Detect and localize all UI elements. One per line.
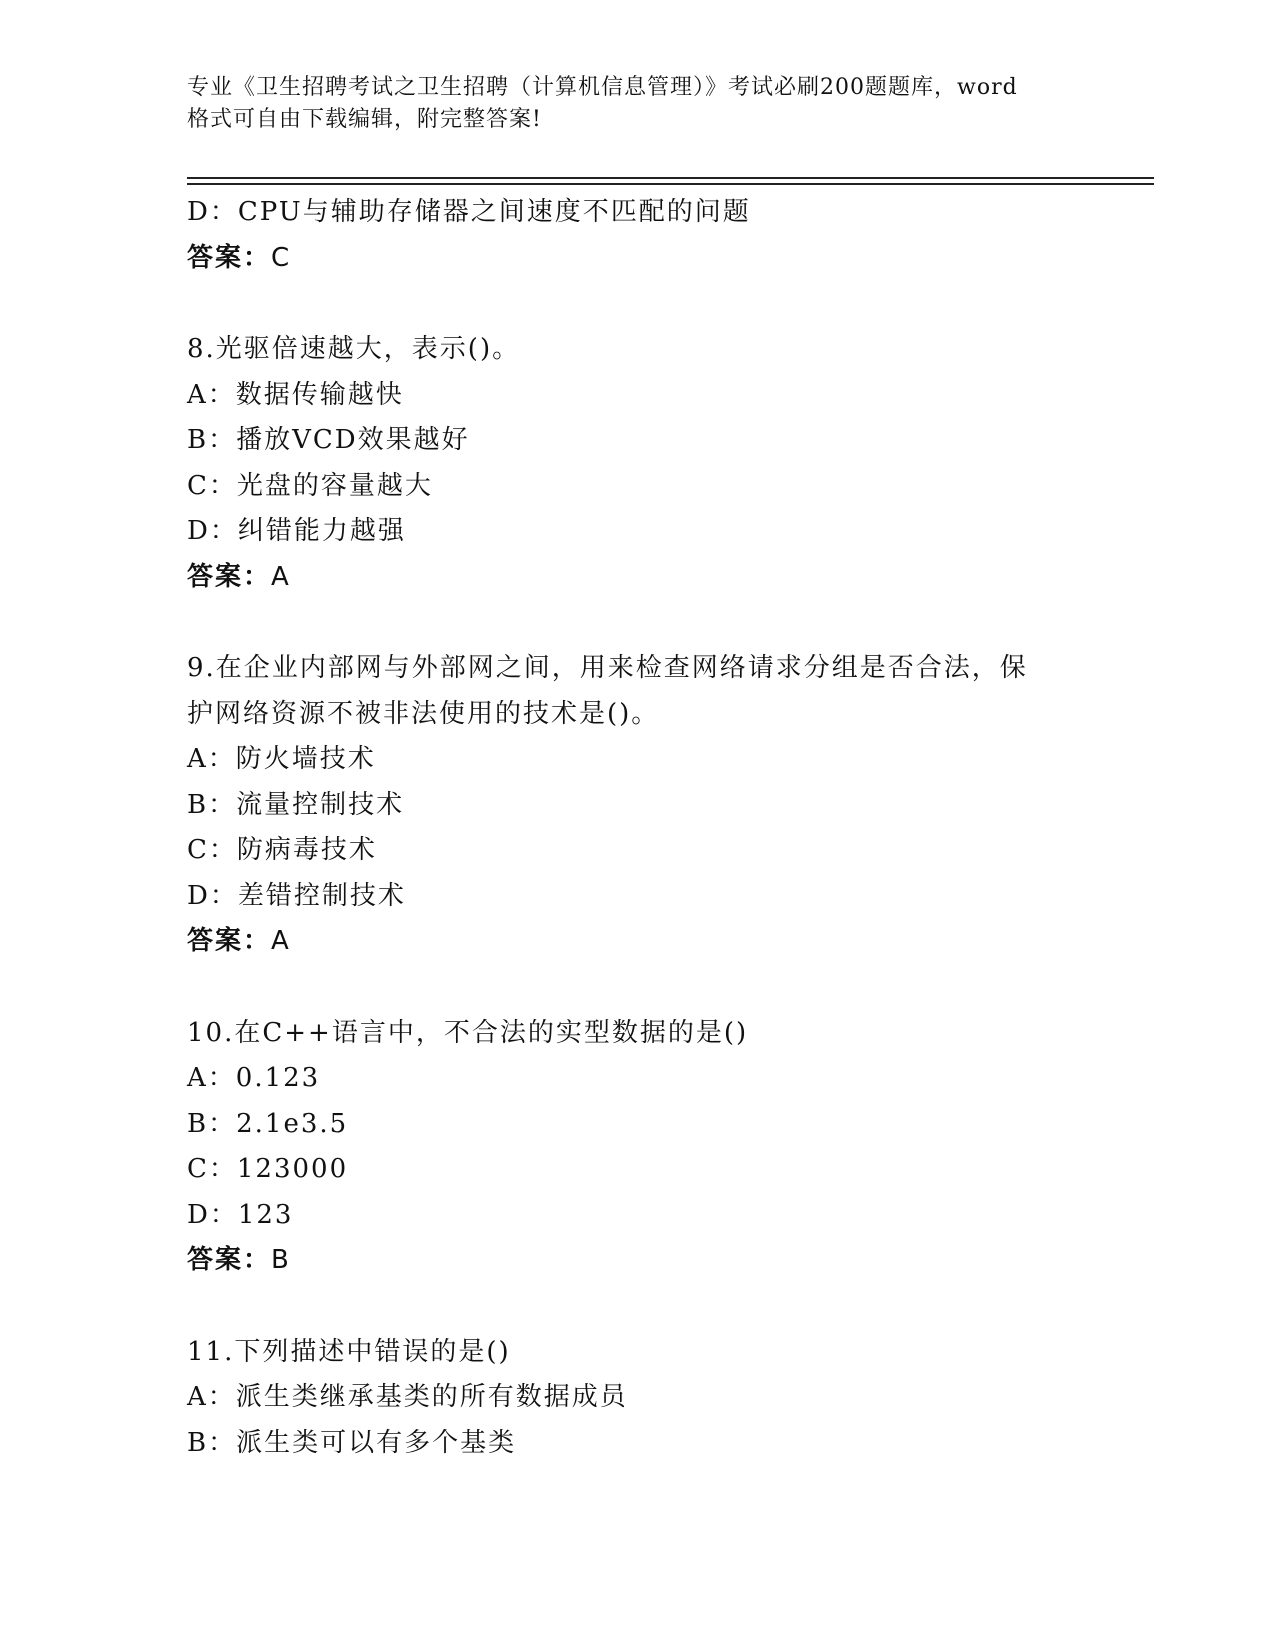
question-stem: 9.在企业内部网与外部网之间，用来检查网络请求分组是否合法，保 [187,653,1028,683]
question-stem: 11.下列描述中错误的是() [187,1336,511,1367]
option-a: A：派生类继承基类的所有数据成员 [187,1382,628,1412]
option-d: D：纠错能力越强 [187,516,406,546]
question-stem-continued: 护网络资源不被非法使用的技术是()。 [187,698,660,729]
answer-line [187,919,1147,965]
question-list [187,190,1147,1466]
question-gap [187,600,1147,646]
option-d: D：CPU与辅助存储器之间速度不匹配的问题 [187,197,751,227]
option-a: A：数据传输越快 [187,379,404,410]
question-stem: 10.在C++语言中，不合法的实型数据的是() [187,1017,749,1048]
option-a: A：防火墙技术 [187,744,376,774]
question-stem: 8.光驱倍速越大，表示()。 [187,334,521,364]
answer-line [187,555,1147,601]
answer-label: 答案： [187,926,272,956]
answer-line [187,236,1147,282]
option-c: C：123000 [187,1154,349,1184]
header-line-2: 格式可自由下载编辑，附完整答案! [187,107,542,132]
question-8 [187,327,1147,600]
question-gap [187,281,1147,327]
header-line-1: 专业《卫生招聘考试之卫生招聘（计算机信息管理）》考试必刷200题题库，word [187,75,1018,100]
answer-label: 答案： [187,242,272,273]
header-rule-top [187,177,1154,179]
question-fragment [187,190,1147,281]
header-rule-bottom [187,183,1154,185]
answer-value: B [271,1245,291,1275]
question-9 [187,646,1147,965]
option-b: B：流量控制技术 [187,789,405,820]
document-header [187,72,1087,136]
answer-label: 答案： [187,561,272,592]
option-b: B：2.1e3.5 [187,1108,349,1139]
question-gap [187,1284,1147,1330]
option-d: D：差错控制技术 [187,880,406,911]
option-c: C：光盘的容量越大 [187,470,433,501]
option-b: B：播放VCD效果越好 [187,425,470,455]
answer-line [187,1238,1147,1284]
option-b: B：派生类可以有多个基类 [187,1427,517,1458]
question-11 [187,1330,1147,1467]
answer-value: A [271,926,291,956]
answer-label: 答案： [187,1245,272,1275]
answer-value: C [271,242,292,273]
option-c: C：防病毒技术 [187,835,377,865]
option-d: D：123 [187,1199,294,1230]
question-gap [187,965,1147,1011]
question-10 [187,1011,1147,1284]
option-a: A：0.123 [187,1063,321,1093]
answer-value: A [271,561,291,592]
